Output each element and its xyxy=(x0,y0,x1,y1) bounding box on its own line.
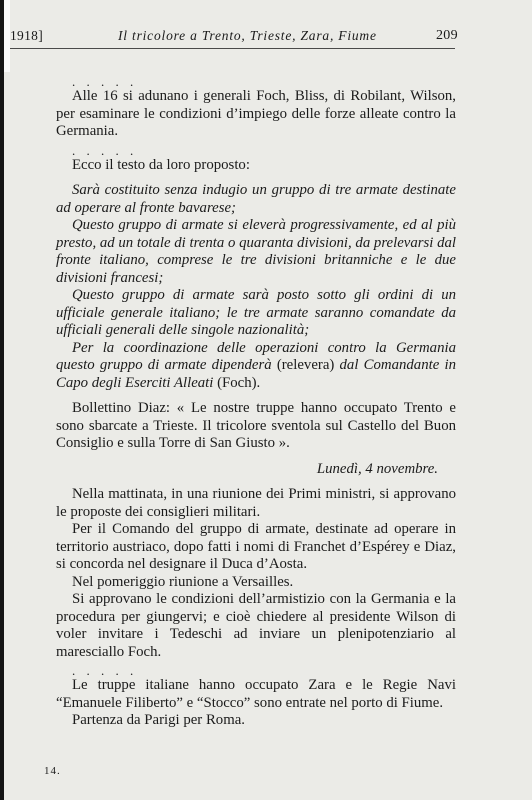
paragraph: Le truppe italiane hanno occupato Zara e le Regie Navi “Emanuele Filiberto” e “Stocco” sono entrate nel porto di Fiume. xyxy=(56,677,456,711)
paragraph: Ecco il testo da loro proposto: xyxy=(72,156,250,173)
quote-paragraph: Questo gruppo di armate sarà posto sotto gli ordini di un ufficiale generale italiano; le tre armate saranno comandate da ufficiali generali delle singole nazionalità; xyxy=(56,287,456,338)
quote-text: dal Comandante in Capo degli Eserciti Alleati xyxy=(56,357,456,391)
quote-gloss: (Foch). xyxy=(217,374,261,391)
date-heading: Lunedì, 4 novembre. xyxy=(316,460,438,477)
signature-mark: 14. xyxy=(44,765,61,777)
book-page xyxy=(4,0,532,800)
page-number: 209 xyxy=(436,28,458,43)
header-year: 1918] xyxy=(10,28,43,43)
quote-paragraph xyxy=(56,340,456,393)
quote-paragraph: Questo gruppo di armate si eleverà progressivamente, ed al più presto, ad un totale di trenta o quaranta divisioni, da prelevarsi dal fronte italiano, comprese le tre divisioni britanniche e le due divisioni francesi; xyxy=(56,217,456,286)
page-body xyxy=(56,76,456,730)
paragraph: Partenza da Parigi per Roma. xyxy=(72,712,245,728)
quote-gloss: (relevera) xyxy=(276,357,335,373)
running-header xyxy=(10,27,468,47)
paragraph: Per il Comando del gruppo di armate, destinate ad operare in territorio austriaco, dopo fatti i nomi di Franchet d’Espérey e Diaz, si concorda nel designare il Duca d’Aosta. xyxy=(56,521,456,572)
paragraph: Bollettino Diaz: « Le nostre truppe hanno occupato Trento e sono sbarcate a Trieste. Il tricolore sventola sul Castello del Buon Consiglio e sulla Torre di San Giusto ». xyxy=(56,400,456,451)
paragraph: Alle 16 si adunano i generali Foch, Bliss, di Robilant, Wilson, per esaminare le condizioni d’impiego delle forze alleate contro la Germania. xyxy=(56,88,456,139)
paragraph: Nella mattinata, in una riunione dei Primi ministri, si approvano le proposte dei consiglieri militari. xyxy=(56,486,456,520)
header-rule xyxy=(10,48,455,49)
paragraph: Nel pomeriggio riunione a Versailles. xyxy=(72,573,294,590)
ellipsis: . . . . . xyxy=(72,142,138,158)
ellipsis: . . . . . xyxy=(72,74,138,89)
quote-paragraph: Sarà costituito senza indugio un gruppo di tre armate destinate ad operare al fronte bavarese; xyxy=(56,182,456,216)
quote-text: Per la coordinazione delle operazioni contro la Germania questo gruppo di armate dipenderà xyxy=(56,339,456,373)
paragraph: Si approvano le condizioni dell’armistizio con la Germania e la procedura per giungervi; e cioè chiedere al presidente Wilson di voler invitare i Tedeschi ad inviare un plenipotenziario al maresciallo Foch. xyxy=(56,591,456,660)
ellipsis: . . . . . xyxy=(72,663,138,678)
header-title: Il tricolore a Trento, Trieste, Zara, Fiume xyxy=(118,28,377,43)
